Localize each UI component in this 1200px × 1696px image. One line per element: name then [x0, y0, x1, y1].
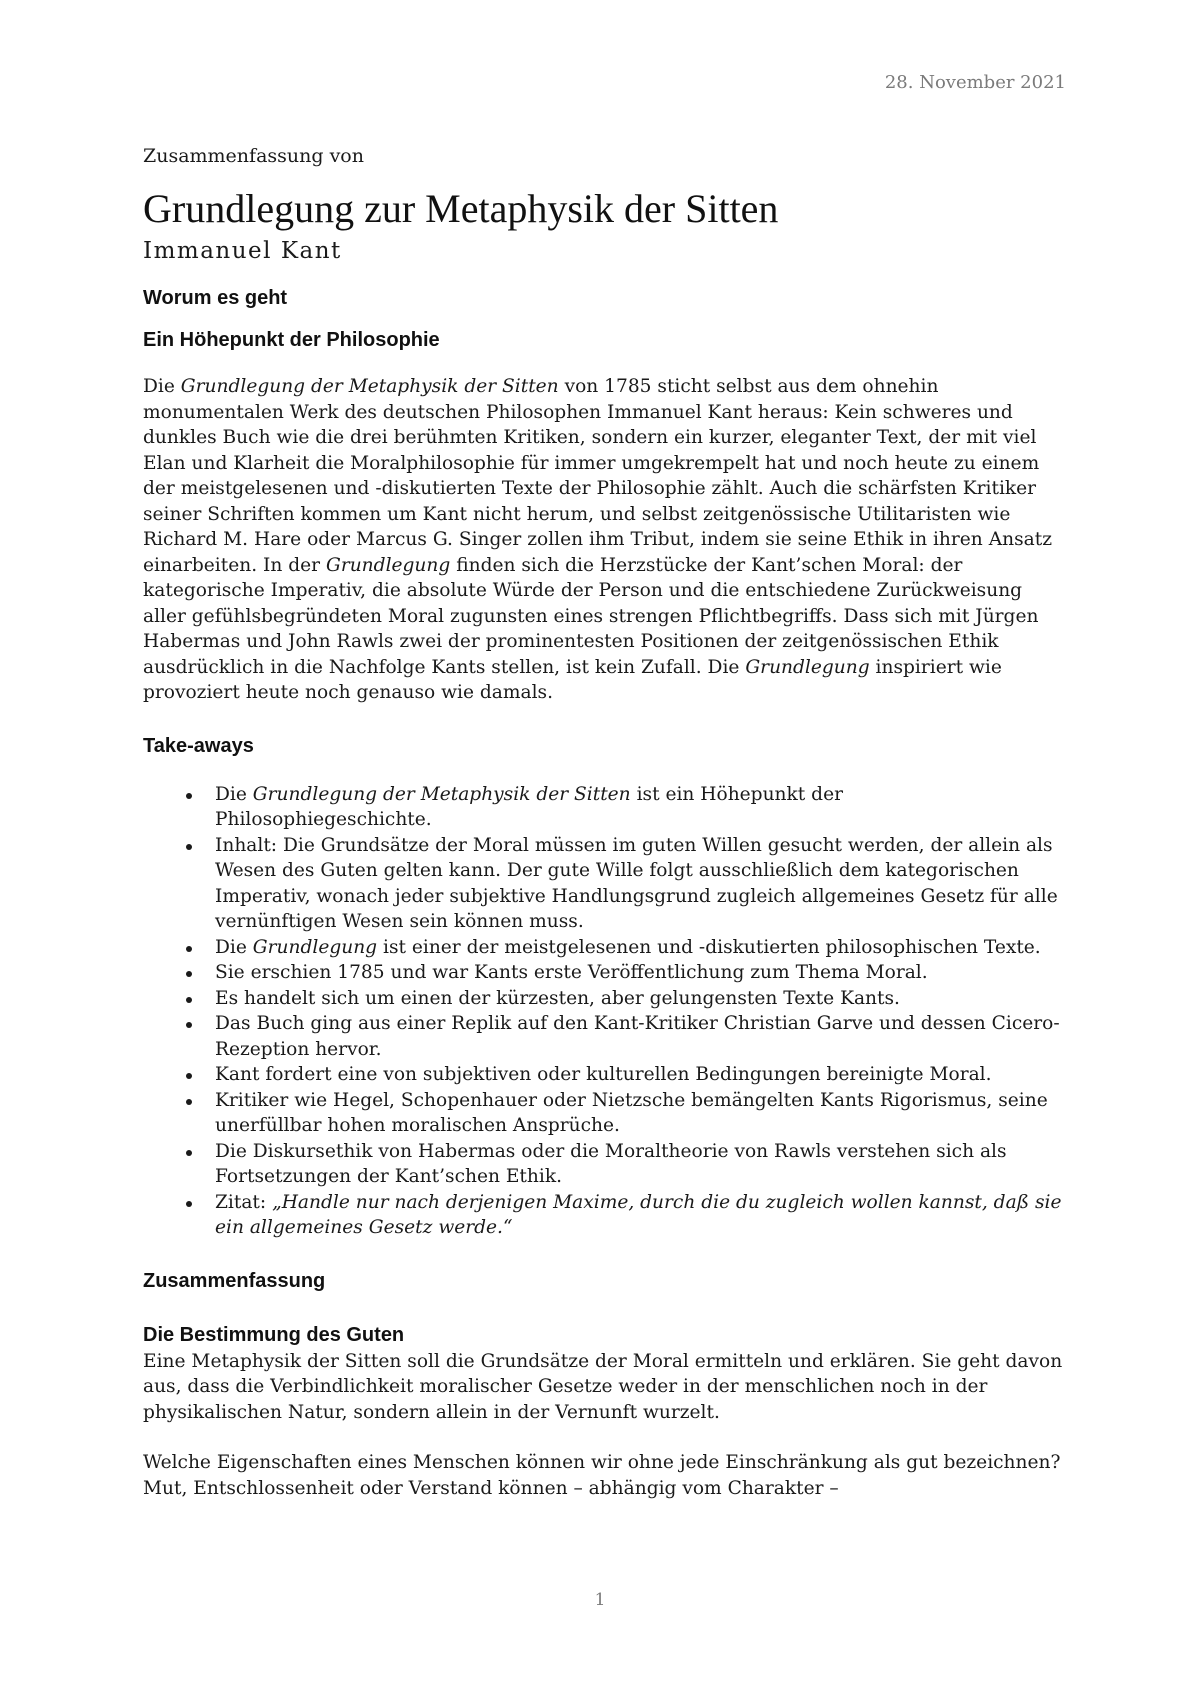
- list-item: Kritiker wie Hegel, Schopenhauer oder Nietzsche bemängelten Kants Rigorismus, seine unerfüllbar hohen moralischen Ansprüche.: [143, 1088, 1063, 1139]
- section-heading-takeaways: Take-aways: [143, 734, 254, 757]
- summary-paragraph: Welche Eigenschaften eines Menschen können wir ohne jede Einschränkung als gut bezeichnen? Mut, Entschlossenheit oder Verstand können – abhängig vom Charakter –: [143, 1452, 1061, 1499]
- intro-text: von 1785 sticht selbst aus dem ohnehin monumentalen Werk des deutschen Philosophen Immanuel Kant heraus: Kein schweres und dunkles Buch wie die drei berühmten Kritiken, sondern ein kurzer, eleganter Text, der mit viel Elan und Klarheit die Moralphilosophie für immer umgekrempelt hat und noch heute zu einem der meistgelesenen und -diskutierten Texte der Philosophie zählt. Auch die schärfsten Kritiker seiner Schriften kommen um Kant nicht herum, und selbst zeitgenössische Utilitaristen wie Richard M. Hare oder Marcus G. Singer zollen ihm Tribut, indem sie seine Ethik in ihren Ansatz einarbeiten. In der: [143, 376, 1052, 576]
- document-subtitle: Zusammenfassung von: [143, 145, 364, 167]
- bullet-icon: [186, 971, 192, 977]
- document-title: Grundlegung zur Metaphysik der Sitten: [143, 186, 779, 231]
- bullet-icon: [186, 793, 192, 799]
- section-heading-bestimmung: Die Bestimmung des Guten: [143, 1323, 405, 1346]
- intro-book-title: Grundlegung der Metaphysik der Sitten: [180, 376, 559, 397]
- bullet-icon: [186, 997, 192, 1003]
- list-item: Die Grundlegung der Metaphysik der Sitten ist ein Höhepunkt der Philosophiegeschichte.: [143, 782, 1063, 833]
- bullet-icon: [186, 1201, 192, 1207]
- quote-text: „Handle nur nach derjenigen Maxime, durch die du zugleich wollen kannst, daß sie ein allgemeines Gesetz werde.“: [215, 1191, 1062, 1238]
- intro-text: finden sich die Herzstücke der Kant’schen Moral: der kategorische Imperativ, die absolute Würde der Person und die entschiedene Zurückweisung aller gefühlsbegründeten Moral zugunsten eines strengen Pflichtbegriffs. Dass sich mit Jürgen Habermas und John Rawls zwei der prominentesten Positionen der zeitgenössischen Ethik ausdrücklich in die Nachfolge Kants stellen, ist kein Zufall. Die: [143, 554, 1039, 678]
- list-item: Die Grundlegung ist einer der meistgelesenen und -diskutierten philosophischen Texte.: [143, 935, 1063, 961]
- list-item: Zitat: „Handle nur nach derjenigen Maxime, durch die du zugleich wollen kannst, daß sie ein allgemeines Gesetz werde.“: [143, 1190, 1063, 1241]
- bullet-icon: [186, 1022, 192, 1028]
- intro-paragraph: [143, 374, 1063, 706]
- bullet-icon: [186, 946, 192, 952]
- document-date: 28. November 2021: [884, 72, 1066, 93]
- document-author: Immanuel Kant: [143, 238, 342, 264]
- section-heading-zusammenfassung: Zusammenfassung: [143, 1269, 326, 1292]
- summary-paragraph: Eine Metaphysik der Sitten soll die Grundsätze der Moral ermitteln und erklären. Sie geht davon aus, dass die Verbindlichkeit moralischer Gesetze weder in der menschlichen noch in der physikalischen Natur, sondern allein in der Vernunft wurzelt.: [143, 1350, 1063, 1423]
- bullet-icon: [186, 844, 192, 850]
- list-item: Es handelt sich um einen der kürzesten, aber gelungensten Texte Kants.: [143, 986, 1063, 1012]
- intro-text: inspiriert wie provoziert heute noch genauso wie damals.: [143, 656, 1002, 703]
- section-heading-hoehepunkt: Ein Höhepunkt der Philosophie: [143, 329, 440, 351]
- page-number: 1: [594, 1590, 606, 1610]
- list-item: Sie erschien 1785 und war Kants erste Veröffentlichung zum Thema Moral.: [143, 960, 1063, 986]
- bullet-icon: [186, 1099, 192, 1105]
- list-item: Kant fordert eine von subjektiven oder kulturellen Bedingungen bereinigte Moral.: [143, 1062, 1063, 1088]
- intro-book-title: Grundlegung: [325, 554, 451, 576]
- document-body: [143, 144, 1063, 1501]
- intro-book-title: Grundlegung: [745, 656, 870, 678]
- intro-text: Die: [143, 376, 181, 397]
- section-heading-worum: Worum es geht: [143, 287, 288, 309]
- list-item: Die Diskursethik von Habermas oder die Moraltheorie von Rawls verstehen sich als Fortsetzungen der Kant’schen Ethik.: [143, 1139, 1063, 1190]
- bullet-icon: [186, 1073, 192, 1079]
- list-item: Inhalt: Die Grundsätze der Moral müssen im guten Willen gesucht werden, der allein als Wesen des Guten gelten kann. Der gute Wille folgt ausschließlich dem kategorischen Imperativ, wonach jeder subjektive Handlungsgrund zugleich allgemeines Gesetz für alle vernünftigen Wesen sein können muss.: [143, 833, 1063, 935]
- bullet-icon: [186, 1150, 192, 1156]
- takeaways-list: [143, 782, 1063, 1241]
- list-item: Das Buch ging aus einer Replik auf den Kant-Kritiker Christian Garve und dessen Cicero-Rezeption hervor.: [143, 1011, 1063, 1062]
